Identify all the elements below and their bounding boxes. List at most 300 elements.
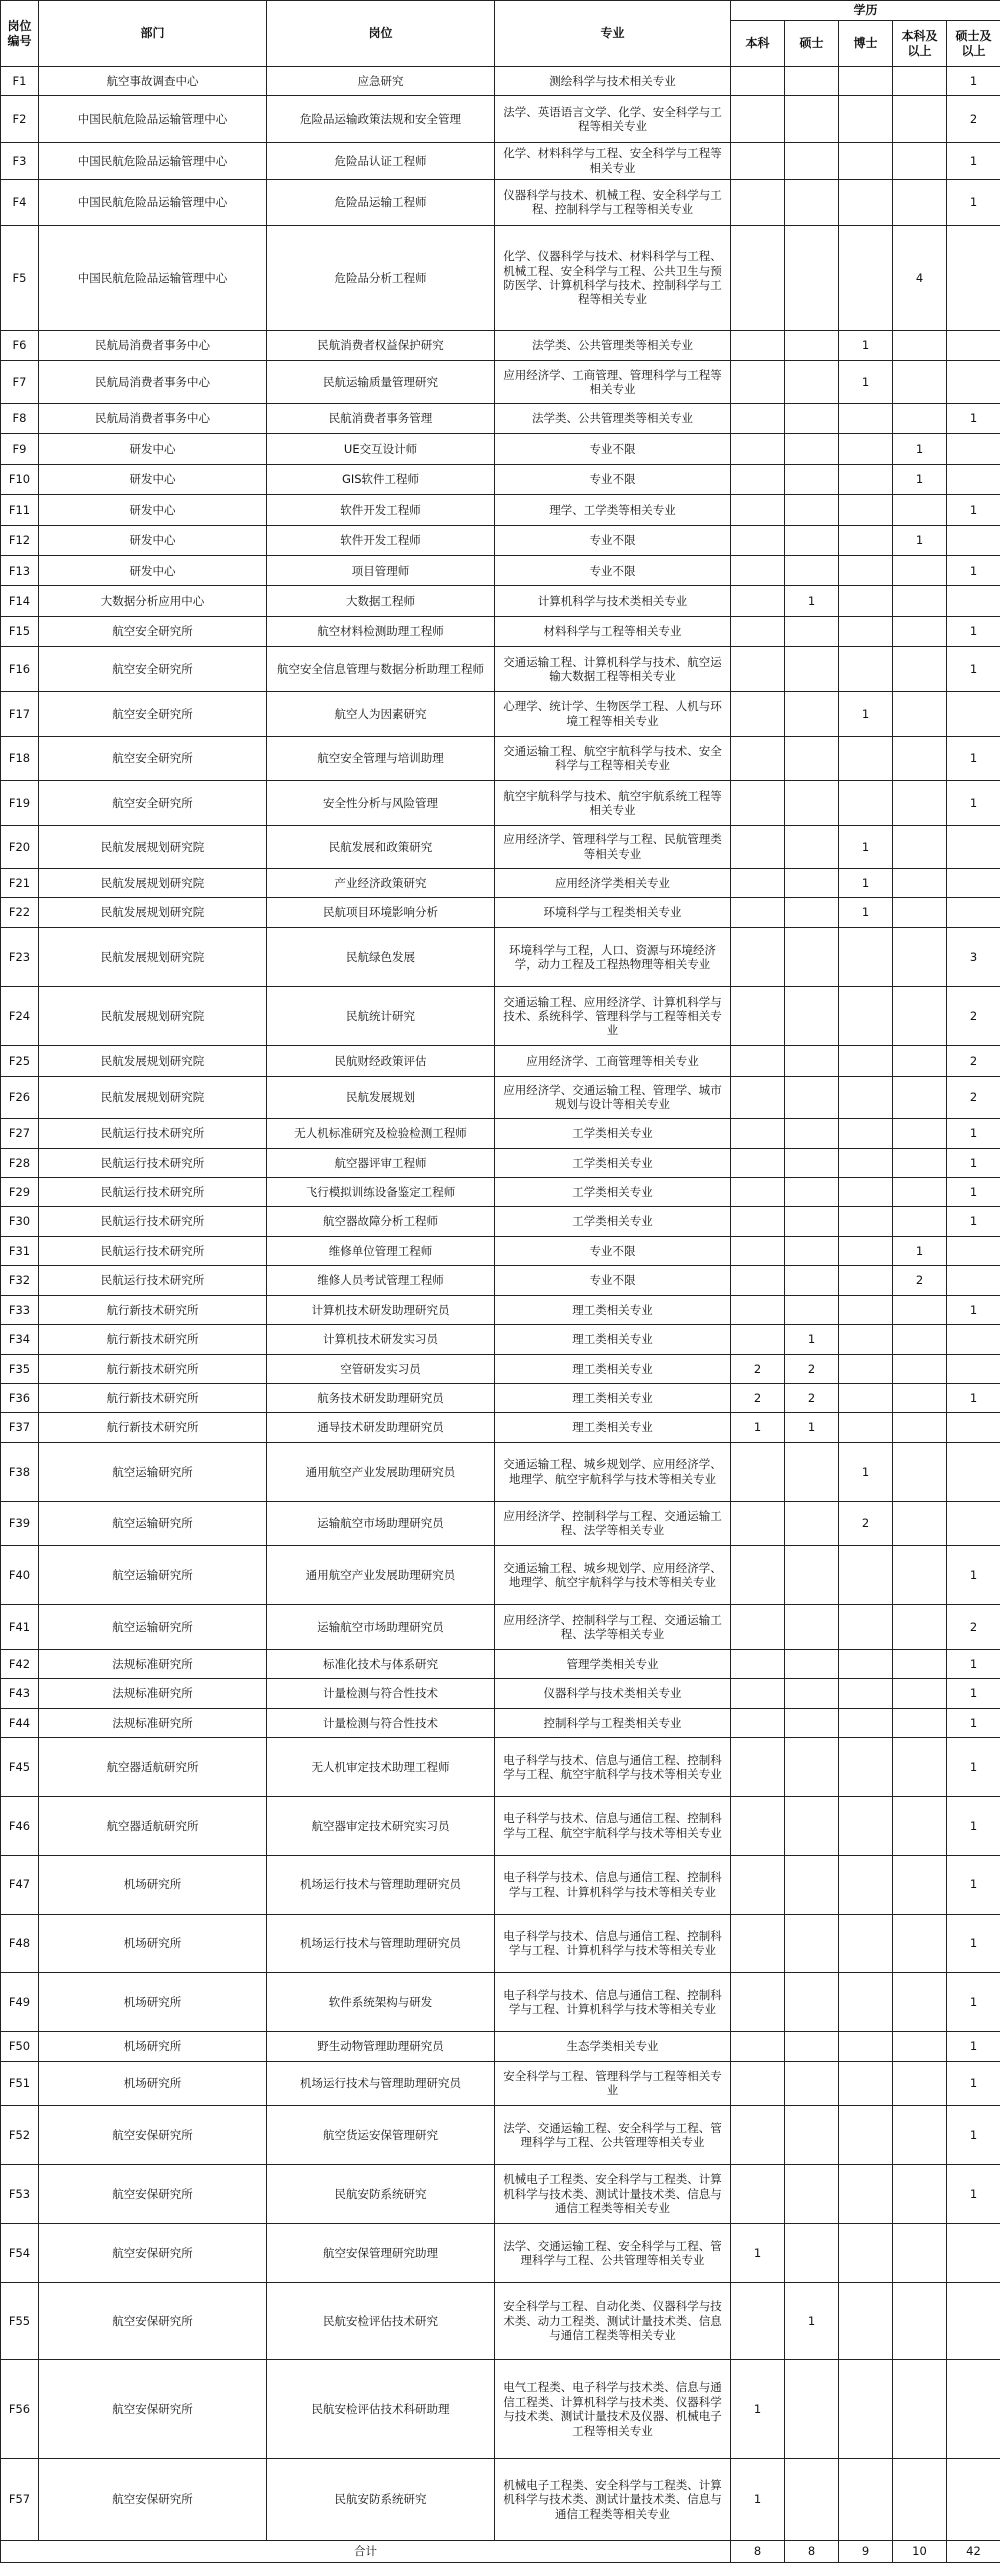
- table-row: [1, 2459, 1000, 2541]
- table-body: [1, 67, 1000, 2541]
- cell-edu-bachelor-plus: [893, 1649, 947, 1678]
- cell-edu-master: [785, 525, 839, 555]
- cell-post: 航空器故障分析工程师: [267, 1207, 495, 1236]
- cell-edu-master: 2: [785, 1354, 839, 1383]
- cell-major: 交通运输工程、城乡规划学、应用经济学、地理学、航空宇航科学与技术等相关专业: [495, 1546, 731, 1605]
- cell-edu-bachelor: [731, 1266, 785, 1295]
- cell-edu-doctor: [839, 1649, 893, 1678]
- cell-edu-master: [785, 2359, 839, 2458]
- cell-dept: 中国民航危险品运输管理中心: [39, 226, 267, 331]
- cell-edu-bachelor: [731, 2032, 785, 2061]
- cell-edu-master: [785, 2032, 839, 2061]
- cell-edu-bachelor-plus: [893, 2165, 947, 2224]
- table-row: [1, 1605, 1000, 1650]
- table-row: [1, 403, 1000, 433]
- total-label: 合计: [1, 2541, 731, 2563]
- cell-post: 机场运行技术与管理助理研究员: [267, 2061, 495, 2106]
- cell-edu-bachelor: [731, 143, 785, 180]
- cell-edu-master-plus: 2: [947, 987, 1000, 1046]
- cell-major: 心理学、统计学、生物医学工程、人机与环境工程等相关专业: [495, 692, 731, 737]
- cell-edu-master-plus: [947, 692, 1000, 737]
- cell-code: F52: [1, 2106, 39, 2165]
- cell-dept: 研发中心: [39, 556, 267, 586]
- cell-edu-bachelor: [731, 1708, 785, 1737]
- cell-dept: 中国民航危险品运输管理中心: [39, 96, 267, 143]
- cell-edu-doctor: [839, 1383, 893, 1412]
- cell-edu-master-plus: 1: [947, 736, 1000, 781]
- cell-edu-doctor: 1: [839, 868, 893, 897]
- cell-edu-master-plus: 1: [947, 1148, 1000, 1177]
- cell-major: 环境科学与工程，人口、资源与环境经济学，动力工程及工程热物理等相关专业: [495, 928, 731, 987]
- table-row: [1, 647, 1000, 692]
- cell-edu-bachelor: [731, 226, 785, 331]
- cell-dept: 航空安保研究所: [39, 2106, 267, 2165]
- table-row: [1, 361, 1000, 404]
- cell-code: F13: [1, 556, 39, 586]
- cell-edu-bachelor: [731, 1236, 785, 1265]
- cell-edu-bachelor-plus: [893, 1501, 947, 1546]
- cell-edu-bachelor: [731, 2106, 785, 2165]
- cell-dept: 法规标准研究所: [39, 1649, 267, 1678]
- cell-edu-bachelor: [731, 1442, 785, 1501]
- cell-edu-master: [785, 2165, 839, 2224]
- cell-edu-bachelor-plus: [893, 2282, 947, 2359]
- cell-major: 专业不限: [495, 1236, 731, 1265]
- table-row: [1, 179, 1000, 226]
- cell-edu-doctor: [839, 525, 893, 555]
- cell-dept: 民航发展规划研究院: [39, 987, 267, 1046]
- cell-edu-bachelor: [731, 1855, 785, 1914]
- cell-dept: 民航发展规划研究院: [39, 897, 267, 927]
- cell-edu-bachelor-plus: [893, 692, 947, 737]
- table-row: [1, 2061, 1000, 2106]
- cell-major: 理学、工学类等相关专业: [495, 495, 731, 525]
- cell-edu-bachelor: 2: [731, 1354, 785, 1383]
- cell-edu-master-plus: 1: [947, 1383, 1000, 1412]
- cell-dept: 研发中心: [39, 525, 267, 555]
- cell-major: 应用经济学、控制科学与工程、交通运输工程、法学等相关专业: [495, 1501, 731, 1546]
- cell-edu-bachelor: [731, 586, 785, 616]
- cell-dept: 机场研究所: [39, 1973, 267, 2032]
- cell-edu-bachelor-plus: [893, 616, 947, 646]
- cell-edu-bachelor: [731, 647, 785, 692]
- cell-edu-master: [785, 1973, 839, 2032]
- cell-dept: 民航运行技术研究所: [39, 1236, 267, 1265]
- cell-edu-bachelor-plus: [893, 647, 947, 692]
- cell-post: 运输航空市场助理研究员: [267, 1501, 495, 1546]
- cell-edu-doctor: [839, 1605, 893, 1650]
- cell-edu-master-plus: 1: [947, 495, 1000, 525]
- cell-code: F30: [1, 1207, 39, 1236]
- cell-code: F7: [1, 361, 39, 404]
- cell-post: 维修单位管理工程师: [267, 1236, 495, 1265]
- cell-post: 软件系统架构与研发: [267, 1973, 495, 2032]
- cell-edu-bachelor-plus: [893, 2032, 947, 2061]
- cell-post: 民航安防系统研究: [267, 2459, 495, 2541]
- cell-dept: 航空事故调查中心: [39, 67, 267, 96]
- cell-edu-doctor: [839, 1708, 893, 1737]
- cell-major: 法学类、公共管理类等相关专业: [495, 403, 731, 433]
- cell-dept: 研发中心: [39, 464, 267, 494]
- cell-major: 工学类相关专业: [495, 1207, 731, 1236]
- cell-dept: 大数据分析应用中心: [39, 586, 267, 616]
- cell-edu-master-plus: [947, 2359, 1000, 2458]
- cell-edu-bachelor-plus: [893, 868, 947, 897]
- cell-dept: 民航局消费者事务中心: [39, 403, 267, 433]
- cell-edu-bachelor-plus: [893, 1354, 947, 1383]
- cell-code: F28: [1, 1148, 39, 1177]
- cell-edu-bachelor: [731, 1295, 785, 1324]
- cell-post: 机场运行技术与管理助理研究员: [267, 1855, 495, 1914]
- cell-edu-doctor: [839, 1325, 893, 1354]
- cell-code: F48: [1, 1914, 39, 1973]
- cell-post: 航空人为因素研究: [267, 692, 495, 737]
- cell-dept: 机场研究所: [39, 2061, 267, 2106]
- cell-dept: 民航局消费者事务中心: [39, 330, 267, 360]
- cell-edu-bachelor-plus: [893, 1177, 947, 1206]
- cell-edu-master: [785, 1442, 839, 1501]
- cell-edu-master: [785, 1207, 839, 1236]
- cell-major: 应用经济学类相关专业: [495, 868, 731, 897]
- cell-edu-doctor: [839, 2459, 893, 2541]
- cell-edu-master: [785, 67, 839, 96]
- cell-post: 飞行模拟训练设备鉴定工程师: [267, 1177, 495, 1206]
- cell-dept: 法规标准研究所: [39, 1708, 267, 1737]
- cell-code: F42: [1, 1649, 39, 1678]
- cell-edu-master: [785, 1649, 839, 1678]
- cell-edu-bachelor-plus: [893, 2061, 947, 2106]
- cell-edu-master: [785, 1796, 839, 1855]
- cell-edu-master-plus: 2: [947, 1076, 1000, 1119]
- table-row: [1, 96, 1000, 143]
- cell-edu-bachelor-plus: [893, 1046, 947, 1076]
- cell-post: 民航项目环境影响分析: [267, 897, 495, 927]
- table-row: [1, 556, 1000, 586]
- table-row: [1, 1046, 1000, 1076]
- cell-edu-bachelor: [731, 1796, 785, 1855]
- cell-post: 危险品运输政策法规和安全管理: [267, 96, 495, 143]
- cell-code: F24: [1, 987, 39, 1046]
- cell-edu-doctor: 2: [839, 1501, 893, 1546]
- cell-edu-master-plus: 1: [947, 556, 1000, 586]
- cell-edu-doctor: [839, 1855, 893, 1914]
- cell-dept: 航空安全研究所: [39, 781, 267, 826]
- cell-dept: 航空安保研究所: [39, 2165, 267, 2224]
- cell-edu-bachelor-plus: 1: [893, 1236, 947, 1265]
- cell-code: F19: [1, 781, 39, 826]
- cell-edu-bachelor-plus: [893, 1413, 947, 1442]
- cell-post: 民航运输质量管理研究: [267, 361, 495, 404]
- table-row: [1, 1649, 1000, 1678]
- cell-dept: 航空安全研究所: [39, 736, 267, 781]
- cell-edu-master: [785, 1295, 839, 1324]
- total-bachelor: 8: [731, 2541, 785, 2563]
- cell-edu-bachelor-plus: [893, 179, 947, 226]
- cell-edu-master-plus: [947, 868, 1000, 897]
- header-edu-master: 硕士: [785, 21, 839, 67]
- cell-post: 民航消费者权益保护研究: [267, 330, 495, 360]
- cell-dept: 航行新技术研究所: [39, 1413, 267, 1442]
- cell-dept: 航行新技术研究所: [39, 1325, 267, 1354]
- table-row: [1, 2359, 1000, 2458]
- cell-dept: 航空安全研究所: [39, 647, 267, 692]
- cell-dept: 航行新技术研究所: [39, 1295, 267, 1324]
- cell-edu-bachelor: [731, 1076, 785, 1119]
- cell-edu-bachelor: [731, 67, 785, 96]
- cell-edu-bachelor-plus: [893, 1738, 947, 1797]
- cell-code: F44: [1, 1708, 39, 1737]
- cell-code: F31: [1, 1236, 39, 1265]
- cell-major: 安全科学与工程、管理科学与工程等相关专业: [495, 2061, 731, 2106]
- cell-edu-bachelor-plus: [893, 1914, 947, 1973]
- cell-post: 民航发展和政策研究: [267, 825, 495, 868]
- cell-major: 法学、交通运输工程、安全科学与工程、管理科学与工程、公共管理等相关专业: [495, 2223, 731, 2282]
- table-header: [1, 1, 1000, 67]
- cell-dept: 航空运输研究所: [39, 1501, 267, 1546]
- cell-code: F2: [1, 96, 39, 143]
- cell-edu-bachelor: [731, 1914, 785, 1973]
- cell-major: 理工类相关专业: [495, 1383, 731, 1412]
- table-row: [1, 1708, 1000, 1737]
- cell-major: 理工类相关专业: [495, 1295, 731, 1324]
- cell-code: F27: [1, 1119, 39, 1148]
- cell-code: F35: [1, 1354, 39, 1383]
- cell-edu-bachelor-plus: [893, 330, 947, 360]
- table-row: [1, 1266, 1000, 1295]
- cell-edu-master: [785, 556, 839, 586]
- cell-edu-bachelor: [731, 825, 785, 868]
- cell-major: 应用经济学、交通运输工程、管理学、城市规划与设计等相关专业: [495, 1076, 731, 1119]
- header-post: 岗位: [267, 1, 495, 67]
- cell-major: 电子科学与技术、信息与通信工程、控制科学与工程、计算机科学与技术等相关专业: [495, 1914, 731, 1973]
- cell-edu-bachelor-plus: [893, 1546, 947, 1605]
- cell-edu-bachelor: [731, 2282, 785, 2359]
- cell-edu-bachelor-plus: [893, 1605, 947, 1650]
- table-row: [1, 67, 1000, 96]
- table-row: [1, 226, 1000, 331]
- cell-edu-bachelor: [731, 897, 785, 927]
- cell-dept: 航空器适航研究所: [39, 1796, 267, 1855]
- table-row: [1, 1076, 1000, 1119]
- cell-edu-bachelor-plus: [893, 556, 947, 586]
- cell-edu-master: [785, 2106, 839, 2165]
- cell-edu-master: [785, 1119, 839, 1148]
- cell-edu-master-plus: [947, 825, 1000, 868]
- cell-edu-bachelor-plus: [893, 1855, 947, 1914]
- cell-major: 应用经济学、工商管理、管理科学与工程等相关专业: [495, 361, 731, 404]
- cell-edu-master: [785, 1046, 839, 1076]
- cell-edu-bachelor: 1: [731, 1413, 785, 1442]
- cell-major: 仪器科学与技术、机械工程、安全科学与工程、控制科学与工程等相关专业: [495, 179, 731, 226]
- header-major: 专业: [495, 1, 731, 67]
- cell-edu-master-plus: 3: [947, 928, 1000, 987]
- cell-code: F1: [1, 67, 39, 96]
- cell-edu-doctor: [839, 2061, 893, 2106]
- cell-edu-master-plus: 1: [947, 1649, 1000, 1678]
- table-row: [1, 1295, 1000, 1324]
- cell-post: 应急研究: [267, 67, 495, 96]
- cell-edu-bachelor: [731, 1679, 785, 1708]
- cell-major: 交通运输工程、应用经济学、计算机科学与技术、系统科学、管理科学与工程等相关专业: [495, 987, 731, 1046]
- cell-edu-master: [785, 434, 839, 464]
- cell-edu-master: 2: [785, 1383, 839, 1412]
- cell-edu-bachelor-plus: [893, 586, 947, 616]
- cell-dept: 航空安保研究所: [39, 2459, 267, 2541]
- cell-post: 安全性分析与风险管理: [267, 781, 495, 826]
- cell-edu-master: [785, 647, 839, 692]
- cell-dept: 民航运行技术研究所: [39, 1177, 267, 1206]
- cell-edu-bachelor: [731, 987, 785, 1046]
- cell-edu-master: [785, 1855, 839, 1914]
- table-row: [1, 1383, 1000, 1412]
- cell-post: 危险品分析工程师: [267, 226, 495, 331]
- cell-major: 专业不限: [495, 556, 731, 586]
- cell-edu-master: [785, 897, 839, 927]
- table-row: [1, 586, 1000, 616]
- cell-code: F43: [1, 1679, 39, 1708]
- cell-edu-master-plus: 1: [947, 179, 1000, 226]
- cell-edu-master-plus: [947, 2282, 1000, 2359]
- cell-code: F41: [1, 1605, 39, 1650]
- cell-code: F3: [1, 143, 39, 180]
- cell-edu-doctor: [839, 987, 893, 1046]
- cell-edu-master-plus: 1: [947, 1295, 1000, 1324]
- cell-edu-master-plus: [947, 1325, 1000, 1354]
- cell-code: F40: [1, 1546, 39, 1605]
- table-row: [1, 434, 1000, 464]
- cell-dept: 航空运输研究所: [39, 1546, 267, 1605]
- cell-edu-master: [785, 781, 839, 826]
- cell-edu-master: [785, 1605, 839, 1650]
- cell-code: F46: [1, 1796, 39, 1855]
- cell-major: 电子科学与技术、信息与通信工程、控制科学与工程、航空宇航科学与技术等相关专业: [495, 1796, 731, 1855]
- cell-edu-doctor: [839, 1354, 893, 1383]
- cell-post: 项目管理师: [267, 556, 495, 586]
- cell-edu-bachelor: [731, 403, 785, 433]
- table-row: [1, 781, 1000, 826]
- cell-major: 交通运输工程、计算机科学与技术、航空运输大数据工程等相关专业: [495, 647, 731, 692]
- cell-dept: 航空安全研究所: [39, 692, 267, 737]
- cell-edu-master: [785, 987, 839, 1046]
- cell-code: F23: [1, 928, 39, 987]
- cell-edu-master-plus: 2: [947, 1046, 1000, 1076]
- cell-edu-master-plus: 1: [947, 781, 1000, 826]
- cell-edu-master: [785, 179, 839, 226]
- header-edu-bachelor: 本科: [731, 21, 785, 67]
- cell-edu-doctor: [839, 1796, 893, 1855]
- cell-post: 大数据工程师: [267, 586, 495, 616]
- cell-major: 仪器科学与技术类相关专业: [495, 1679, 731, 1708]
- cell-edu-bachelor-plus: [893, 1973, 947, 2032]
- cell-edu-master: [785, 1148, 839, 1177]
- table-row: [1, 330, 1000, 360]
- cell-edu-doctor: [839, 1413, 893, 1442]
- cell-edu-bachelor-plus: [893, 1708, 947, 1737]
- cell-edu-master-plus: 1: [947, 1914, 1000, 1973]
- cell-post: 野生动物管理助理研究员: [267, 2032, 495, 2061]
- cell-edu-master: [785, 736, 839, 781]
- cell-edu-master: [785, 1501, 839, 1546]
- cell-major: 管理学类相关专业: [495, 1649, 731, 1678]
- total-row: [1, 2541, 1000, 2563]
- cell-post: 航空材料检测助理工程师: [267, 616, 495, 646]
- cell-edu-bachelor-plus: [893, 67, 947, 96]
- cell-edu-master-plus: 1: [947, 2061, 1000, 2106]
- cell-edu-doctor: [839, 495, 893, 525]
- cell-post: 计量检测与符合性技术: [267, 1708, 495, 1737]
- cell-edu-master: 1: [785, 2282, 839, 2359]
- cell-edu-doctor: [839, 2106, 893, 2165]
- table-row: [1, 1738, 1000, 1797]
- cell-edu-master: [785, 1914, 839, 1973]
- table-row: [1, 464, 1000, 494]
- cell-edu-master-plus: 1: [947, 2106, 1000, 2165]
- cell-edu-bachelor-plus: [893, 825, 947, 868]
- cell-edu-bachelor-plus: [893, 736, 947, 781]
- cell-edu-master: [785, 692, 839, 737]
- cell-code: F6: [1, 330, 39, 360]
- cell-edu-master-plus: 1: [947, 1207, 1000, 1236]
- cell-edu-bachelor: 1: [731, 2359, 785, 2458]
- table-row: [1, 1236, 1000, 1265]
- cell-major: 理工类相关专业: [495, 1413, 731, 1442]
- cell-edu-bachelor: 1: [731, 2223, 785, 2282]
- cell-dept: 民航发展规划研究院: [39, 825, 267, 868]
- cell-code: F10: [1, 464, 39, 494]
- cell-major: 生态学类相关专业: [495, 2032, 731, 2061]
- cell-dept: 航行新技术研究所: [39, 1383, 267, 1412]
- cell-code: F36: [1, 1383, 39, 1412]
- cell-edu-bachelor: [731, 330, 785, 360]
- cell-code: F12: [1, 525, 39, 555]
- cell-post: 航空货运安保管理研究: [267, 2106, 495, 2165]
- cell-post: 通用航空产业发展助理研究员: [267, 1546, 495, 1605]
- cell-edu-doctor: [839, 647, 893, 692]
- cell-edu-master: [785, 1708, 839, 1737]
- cell-edu-bachelor: [731, 1119, 785, 1148]
- cell-edu-bachelor-plus: [893, 2359, 947, 2458]
- cell-edu-bachelor: [731, 1046, 785, 1076]
- cell-edu-bachelor: [731, 868, 785, 897]
- cell-code: F22: [1, 897, 39, 927]
- cell-edu-bachelor-plus: [893, 1207, 947, 1236]
- cell-edu-master-plus: [947, 434, 1000, 464]
- cell-edu-bachelor: 1: [731, 2459, 785, 2541]
- cell-major: 交通运输工程、航空宇航科学与技术、安全科学与工程等相关专业: [495, 736, 731, 781]
- cell-post: 航空安保管理研究助理: [267, 2223, 495, 2282]
- cell-edu-doctor: [839, 403, 893, 433]
- cell-post: 通用航空产业发展助理研究员: [267, 1442, 495, 1501]
- cell-major: 法学、交通运输工程、安全科学与工程、管理科学与工程、公共管理等相关专业: [495, 2106, 731, 2165]
- cell-edu-doctor: [839, 1679, 893, 1708]
- cell-edu-bachelor: [731, 1177, 785, 1206]
- cell-code: F57: [1, 2459, 39, 2541]
- table-row: [1, 1354, 1000, 1383]
- cell-dept: 航空安保研究所: [39, 2223, 267, 2282]
- cell-edu-doctor: [839, 781, 893, 826]
- cell-major: 应用经济学、控制科学与工程、交通运输工程、法学等相关专业: [495, 1605, 731, 1650]
- cell-edu-master: [785, 928, 839, 987]
- cell-dept: 航空运输研究所: [39, 1442, 267, 1501]
- cell-edu-doctor: [839, 179, 893, 226]
- cell-code: F51: [1, 2061, 39, 2106]
- table-row: [1, 692, 1000, 737]
- cell-dept: 机场研究所: [39, 1914, 267, 1973]
- cell-post: 航空安全管理与培训助理: [267, 736, 495, 781]
- cell-edu-master: [785, 1177, 839, 1206]
- cell-dept: 航空安保研究所: [39, 2282, 267, 2359]
- cell-edu-master-plus: [947, 1266, 1000, 1295]
